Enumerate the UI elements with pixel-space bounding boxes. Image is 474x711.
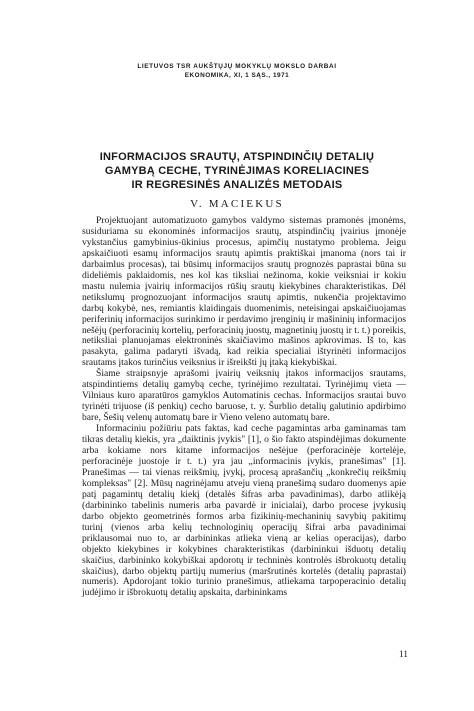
page-number: 11 — [398, 650, 408, 660]
body-paragraph: Informaciniu požiūriu pats faktas, kad ceche pagamintas arba gaminamas tam tikras detalių kiekis, yra „daiktinis įvykis" [1], o šio fakto atspindėjimas dokumente arba kokiame nors kitame informacijos nešėjue (perforacinėje kortelėje, perforacinėje juostoje ir t. t.) yra jau „informacinis įvykis, pranešimas" [1]. Pranešimas — tai vienas reikšmių, įvykį, procesą aprašančių „konkrečių reikšmių kompleksas" [2]. Mūsų nagrinėjamu atveju vieną pranešimą sudaro duomenys apie patį pagamintų detalių kiekį (detalės šifras arba pavadinimas), darbo atlikėją (darbininko tabelinis numeris arba pavardė ir inicialai), darbo procese įvykusių darbo objekto geometrinės formos arba fizikinių-mechaninių savybių pakitimų turinį (vienos arba kelių technologinių operacijų šifrai arba pavadinimai priklausomai nuo to, ar darbininkas atlieka vieną ar kelias operacijas), darbo objekto kiekybines ir kokybines charakteristikas (darbininkui išduotų detalių skaičius, darbininko kokybiškai apdorotų ir techninės kontrolės išbrokuotų detalių skaičius), darbo objektų partijų numerius (maršrutinės kortelės (detalių paprastai) numeris). Apdorojant tokio turinio pranešimus, atliekama tarpoperacinio detalių judėjimo ir išbrokuotų detalių apskaita, darbininkams — [82, 423, 406, 599]
article-title-line-3: IR REGRESINĖS ANALIZĖS METODAIS — [131, 179, 343, 191]
article-body — [82, 216, 406, 599]
body-paragraph: Šiame straipsnyje aprašomi įvairių veiksnių įtakos informacijos srautams, atspindintiems detalių gamybą ceche, tyrinėjimo rezultatai. Tyrinėjimų vieta — Vilniaus kuro aparatūros gamyklos Automatinis cechas. Informacijos srautai buvo tyrinėti trijuose (iš penkių) cecho baruose, t. y. Šurblio detalių galutinio apdirbimo bare, Šešių velenų automatų bare ir Vieno veleno automatų bare. — [82, 368, 406, 424]
body-paragraph: Projektuojant automatizuoto gamybos valdymo sistemas pramonės įmonėms, susiduriama su ekonominės informacijos srautų, atspindinčių įvairius įmonėje vykstančius gamybinius-ūkinius procesus, apimčių nustatymo problema. Jeigu apskaičiuoti esamų informacijos srautų apimtis praktiškai įmanoma (nors tai ir darbaimlus procesas), tai būsimų informacijos srautų prognozės paprastai būna su dideliėmis paklaidomis, nes kol kas tiksliai nežinoma, kokie veiksniai ir kokiu mastu nulemia įvairių informacijos rūšių srautų kiekybines charakteristikas. Dėl netikslumų prognozuojant informacijos srautų apimtis, nukenčia projektavimo darbų kokybė, nes, remiantis klaidingais duomenimis, neteisingai apskaičiuojamas periferinių informacijos surinkimo ir perdavimo įrenginių ir mašininių informacijos nešėjų (perforacinių kortelių, perforacinių juostų, magnetinių juostų ir t. t.) poreikis, netiksliai planuojamas elektroninės skaičiavimo mašinos apkrovimas. Iš to, kas pasakyta, galima padaryti išvadą, kad reikia specialiai ištyrinėti informacijos srautams įtakos turinčius veiksnius ir išreikšti jų įtaką kiekybiškai. — [82, 215, 406, 369]
journal-header-line-2: EKONOMIKA, XI, 1 SĄS., 1971 — [184, 72, 290, 79]
article-title-line-2: GAMYBĄ CECHE, TYRINĖJIMAS KORELIACINES — [104, 165, 370, 177]
article-author: V. MACIEKUS — [190, 198, 284, 210]
journal-header-line-1: LIETUVOS TSR AUKŠTŲJŲ MOKYKLŲ MOKSLO DARBAI — [137, 63, 337, 70]
article-title-line-1: INFORMACIJOS SRAUTŲ, ATSPINDINČIŲ DETALIŲ — [99, 151, 375, 163]
